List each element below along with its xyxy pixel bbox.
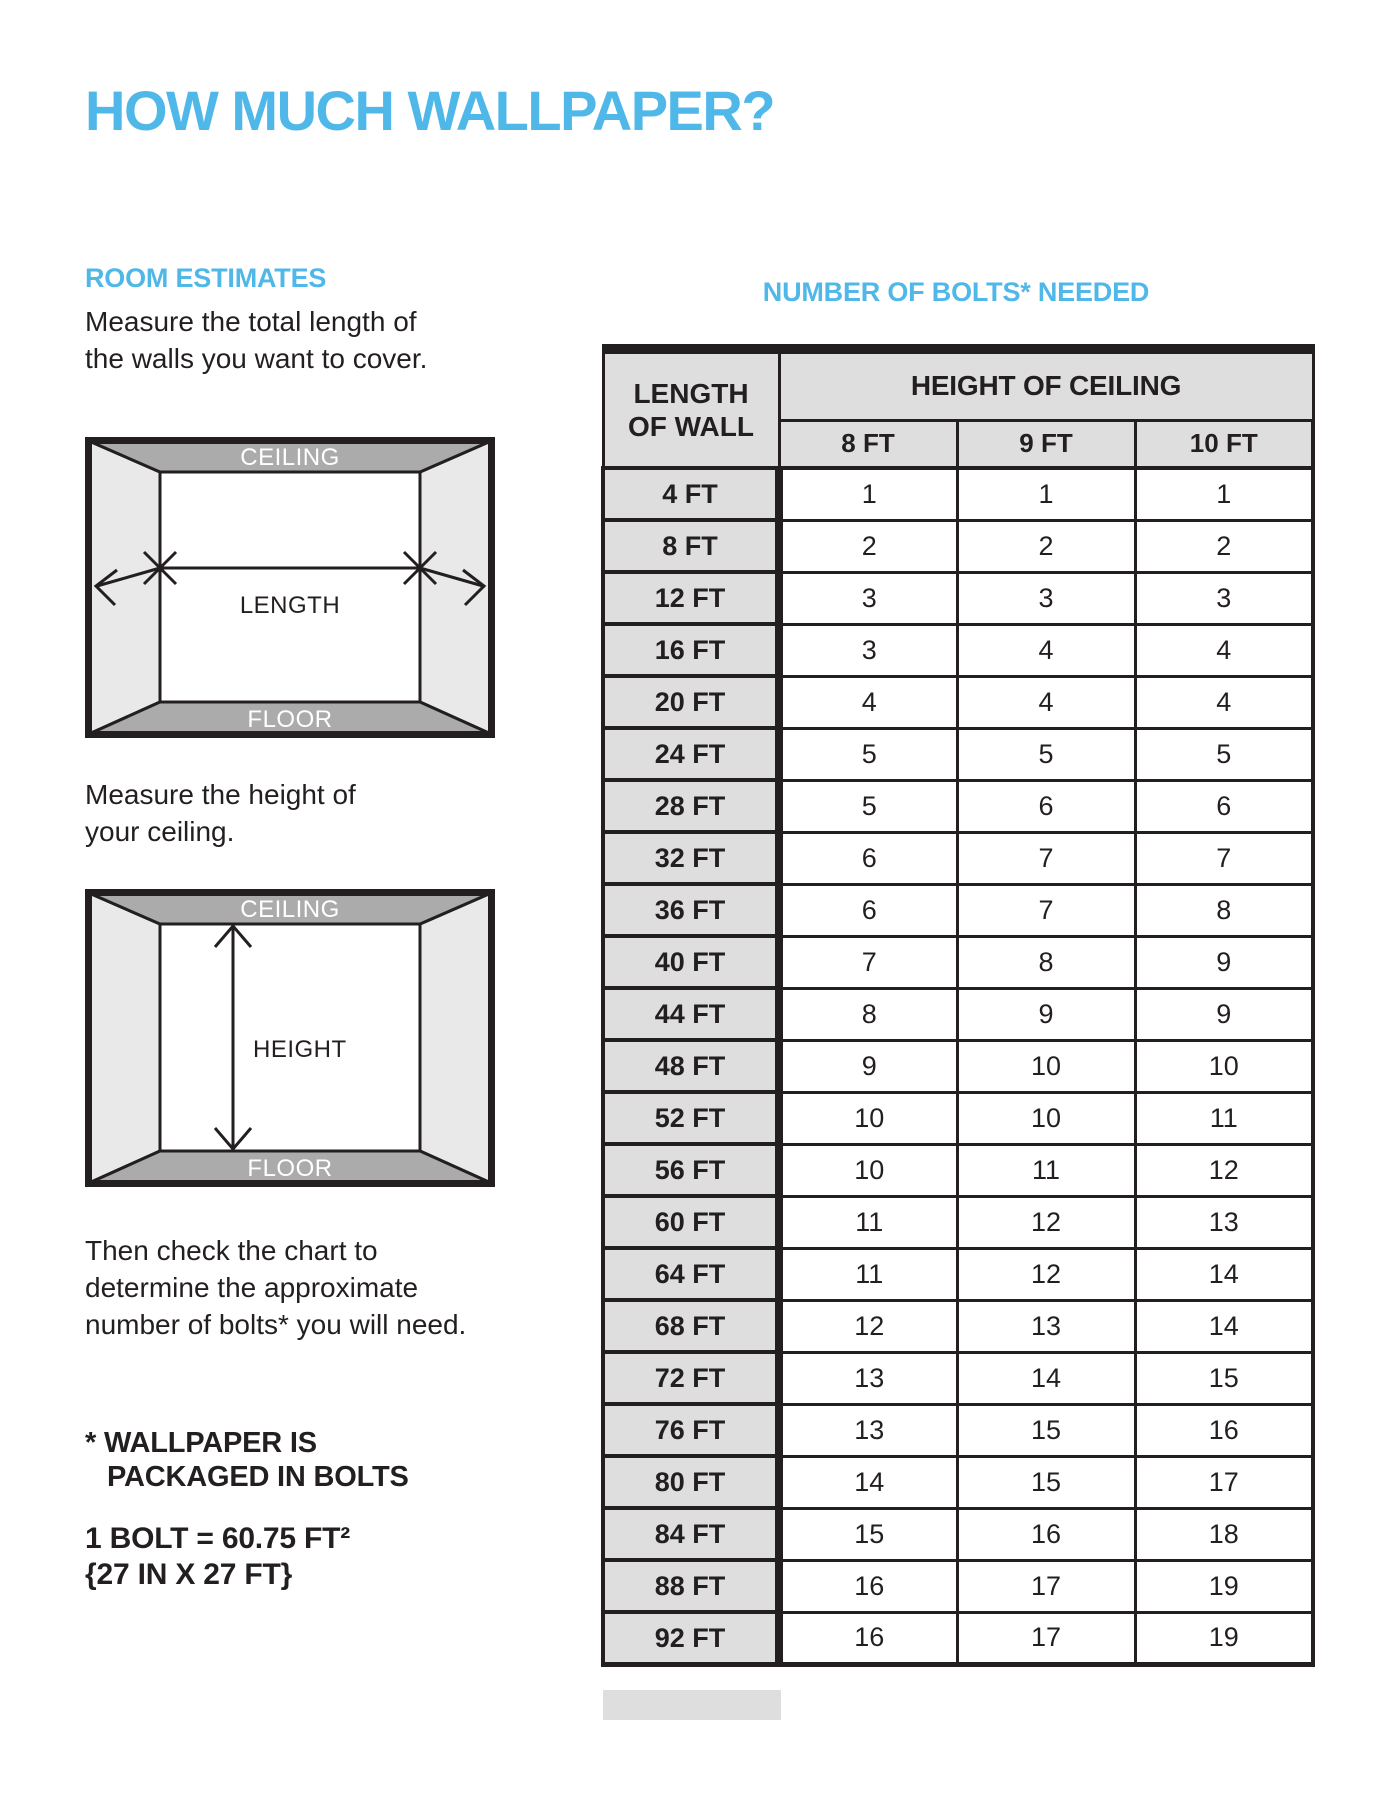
height-label: HEIGHT [253,1036,347,1063]
table-row [603,1196,1313,1248]
row-length-label: 20 FT [603,676,779,728]
bolt-count-cell: 4 [1135,676,1313,728]
instruction-step2-line1: Measure the height of [85,779,356,810]
bolt-count-cell: 15 [957,1456,1135,1508]
bolt-count-cell: 10 [779,1144,957,1196]
table-row [603,936,1313,988]
bolt-count-cell: 6 [779,884,957,936]
table-row [603,1040,1313,1092]
bolt-count-cell: 17 [957,1560,1135,1612]
bolt-count-cell: 4 [957,676,1135,728]
bolt-count-cell: 11 [1135,1092,1313,1144]
wallpaper-bolts-footnote [85,1426,409,1494]
bolt-count-cell: 12 [779,1300,957,1352]
bolt-count-cell: 1 [1135,468,1313,520]
table-row [603,1300,1313,1352]
page-title: HOW MUCH WALLPAPER? [85,79,775,142]
right-wall-face [420,441,491,734]
bolt-count-cell: 3 [957,572,1135,624]
back-wall-face [160,472,420,702]
bolt-count-cell: 1 [957,468,1135,520]
row-length-label: 36 FT [603,884,779,936]
bolt-count-cell: 6 [957,780,1135,832]
bolt-count-cell: 6 [1135,780,1313,832]
row-length-label: 60 FT [603,1196,779,1248]
table-row [603,988,1313,1040]
bolt-count-cell: 5 [1135,728,1313,780]
table-row [603,676,1313,728]
bolt-size-note [85,1521,350,1593]
bolt-count-cell: 16 [779,1612,957,1665]
bolt-count-cell: 5 [779,780,957,832]
bolts-table-body [603,468,1313,1665]
bolt-count-cell: 16 [779,1560,957,1612]
bolt-count-cell: 3 [779,572,957,624]
row-length-label: 4 FT [603,468,779,520]
ceiling-label: CEILING [240,896,340,923]
table-row [603,1404,1313,1456]
bolt-count-cell: 11 [957,1144,1135,1196]
bolt-count-cell: 9 [1135,988,1313,1040]
left-wall-face [89,893,160,1183]
section-heading-room-estimates: ROOM ESTIMATES [85,263,327,293]
instruction-step2-line2: your ceiling. [85,816,235,847]
bolt-count-cell: 13 [779,1352,957,1404]
row-length-label: 28 FT [603,780,779,832]
bolt-count-cell: 2 [1135,520,1313,572]
bolt-count-cell: 10 [957,1092,1135,1144]
table-row [603,520,1313,572]
row-length-label: 56 FT [603,1144,779,1196]
bolt-count-cell: 2 [957,520,1135,572]
bolt-count-cell: 7 [1135,832,1313,884]
row-length-label: 88 FT [603,1560,779,1612]
bolt-count-cell: 4 [1135,624,1313,676]
table-row [603,1352,1313,1404]
table-title: NUMBER OF BOLTS* NEEDED [762,277,1150,307]
instruction-step3-line3: number of bolts* you will need. [85,1309,467,1340]
instruction-step1-line2: the walls you want to cover. [85,343,428,374]
table-row [603,780,1313,832]
bolt-count-cell: 10 [1135,1040,1313,1092]
bolt-count-cell: 17 [957,1612,1135,1665]
row-length-label: 84 FT [603,1508,779,1560]
bolt-count-cell: 13 [779,1404,957,1456]
bolt-count-cell: 15 [779,1508,957,1560]
table-row [603,832,1313,884]
instruction-step1-line1: Measure the total length of [85,306,417,337]
bolt-count-cell: 18 [1135,1508,1313,1560]
length-label: LENGTH [239,592,341,619]
bolt-size-line1: 1 BOLT = 60.75 FT² [85,1522,351,1555]
bolt-count-cell: 19 [1135,1560,1313,1612]
bolt-count-cell: 17 [1135,1456,1313,1508]
row-length-label: 44 FT [603,988,779,1040]
bolt-count-cell: 4 [957,624,1135,676]
bolt-count-cell: 7 [957,832,1135,884]
bolt-count-cell: 5 [779,728,957,780]
right-wall-face [420,893,491,1183]
bolt-count-cell: 11 [779,1196,957,1248]
table-row [603,1612,1313,1665]
footnote-line1: * WALLPAPER IS [85,1427,317,1459]
bolt-count-cell: 10 [779,1092,957,1144]
row-length-label: 68 FT [603,1300,779,1352]
row-length-label: 48 FT [603,1040,779,1092]
bolt-count-cell: 9 [779,1040,957,1092]
bolts-table [601,344,1315,1667]
instruction-step1 [85,303,427,377]
floor-label: FLOOR [247,706,333,733]
instruction-step3-line1: Then check the chart to [85,1235,378,1266]
row-length-label: 80 FT [603,1456,779,1508]
row-length-label: 40 FT [603,936,779,988]
table-row [603,468,1313,520]
row-length-label: 24 FT [603,728,779,780]
table-footer-tab [603,1690,781,1720]
instruction-step3-line2: determine the approximate [85,1272,419,1303]
floor-label: FLOOR [247,1155,333,1182]
bolt-count-cell: 5 [957,728,1135,780]
table-row [603,1456,1313,1508]
room-length-diagram [85,437,495,738]
bolt-count-cell: 19 [1135,1612,1313,1665]
row-length-label: 12 FT [603,572,779,624]
bolt-count-cell: 14 [957,1352,1135,1404]
bolt-count-cell: 16 [957,1508,1135,1560]
table-row [603,728,1313,780]
table-row [603,1560,1313,1612]
corner-header-line1: LENGTH [633,378,749,409]
row-length-label: 64 FT [603,1248,779,1300]
bolt-count-cell: 8 [779,988,957,1040]
col-header-8ft: 8 FT [779,420,957,468]
bolt-count-cell: 10 [957,1040,1135,1092]
group-header: HEIGHT OF CEILING [779,349,1313,420]
room-height-diagram [85,889,495,1187]
bolt-count-cell: 15 [1135,1352,1313,1404]
col-header-9ft: 9 FT [957,420,1135,468]
bolt-count-cell: 6 [779,832,957,884]
bolt-count-cell: 2 [779,520,957,572]
bolt-count-cell: 11 [779,1248,957,1300]
bolt-count-cell: 9 [1135,936,1313,988]
bolt-count-cell: 4 [779,676,957,728]
row-length-label: 16 FT [603,624,779,676]
ceiling-label: CEILING [240,444,340,471]
bolt-count-cell: 14 [1135,1300,1313,1352]
bolt-count-cell: 9 [957,988,1135,1040]
table-row [603,1248,1313,1300]
bolt-count-cell: 7 [779,936,957,988]
bolt-count-cell: 13 [1135,1196,1313,1248]
bolt-count-cell: 14 [779,1456,957,1508]
left-wall-face [89,441,160,734]
bolt-count-cell: 12 [1135,1144,1313,1196]
instruction-step3 [85,1232,466,1343]
table-row [603,1144,1313,1196]
row-length-label: 8 FT [603,520,779,572]
bolt-count-cell: 13 [957,1300,1135,1352]
corner-header [603,349,779,468]
table-row [603,1092,1313,1144]
row-length-label: 76 FT [603,1404,779,1456]
table-row [603,884,1313,936]
bolt-count-cell: 12 [957,1196,1135,1248]
bolt-count-cell: 3 [1135,572,1313,624]
bolt-count-cell: 15 [957,1404,1135,1456]
bolt-count-cell: 14 [1135,1248,1313,1300]
table-row [603,572,1313,624]
bolt-count-cell: 12 [957,1248,1135,1300]
bolt-count-cell: 16 [1135,1404,1313,1456]
col-header-10ft: 10 FT [1135,420,1313,468]
table-row [603,1508,1313,1560]
bolt-count-cell: 8 [957,936,1135,988]
bolt-count-cell: 8 [1135,884,1313,936]
footnote-line2: PACKAGED IN BOLTS [107,1461,409,1493]
table-row [603,624,1313,676]
row-length-label: 32 FT [603,832,779,884]
bolt-count-cell: 7 [957,884,1135,936]
row-length-label: 52 FT [603,1092,779,1144]
bolt-size-line2: {27 IN X 27 FT} [85,1558,293,1591]
row-length-label: 92 FT [603,1612,779,1665]
bolt-count-cell: 1 [779,468,957,520]
row-length-label: 72 FT [603,1352,779,1404]
corner-header-line2: OF WALL [628,411,754,442]
bolt-count-cell: 3 [779,624,957,676]
instruction-step2 [85,776,356,850]
